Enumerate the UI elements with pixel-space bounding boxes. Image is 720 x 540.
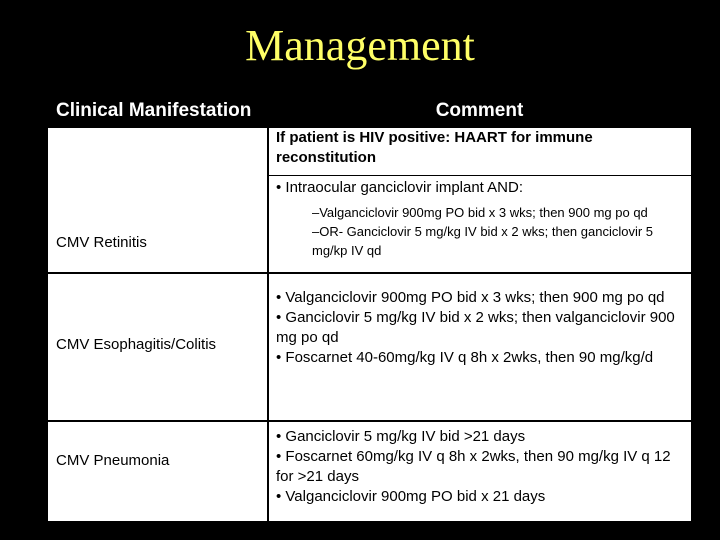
- comment-bullet: • Ganciclovir 5 mg/kg IV bid >21 days: [276, 428, 526, 445]
- manifestation-label: CMV Esophagitis/Colitis: [56, 336, 217, 353]
- slide-title: Management: [245, 21, 475, 70]
- row-retinitis-comment-cell: [269, 128, 691, 272]
- header-clinical-manifestation: Clinical Manifestation: [48, 96, 268, 128]
- row-pneumonia-comment-cell: [269, 421, 691, 521]
- comment-bullet: • Foscarnet 40-60mg/kg IV q 8h x 2wks, then 90 mg/kg/d: [276, 349, 654, 366]
- row-retinitis-manifestation-cell: [48, 128, 268, 272]
- hiv-haart-note: If patient is HIV positive: HAART for immune reconstitution: [276, 129, 593, 166]
- row-pneumonia-manifestation-cell: [48, 421, 268, 521]
- comment-bullet: • Ganciclovir 5 mg/kg IV bid x 2 wks; then valganciclovir 900 mg po qd: [276, 309, 675, 346]
- comment-bullet: • Valganciclovir 900mg PO bid x 3 wks; then 900 mg po qd: [276, 289, 665, 306]
- header-comment: Comment: [268, 96, 691, 128]
- comment-subitem: –Valganciclovir 900mg PO bid x 3 wks; then 900 mg po qd: [312, 205, 648, 220]
- manifestation-label: CMV Pneumonia: [56, 452, 170, 469]
- cell-divider: [269, 175, 691, 176]
- management-table: [48, 96, 691, 521]
- comment-subitem: –OR- Ganciclovir 5 mg/kg IV bid x 2 wks; then ganciclovir 5 mg/kp IV qd: [312, 224, 654, 258]
- row-esophagitis-comment-cell: [269, 273, 691, 420]
- comment-bullet: • Intraocular ganciclovir implant AND:: [276, 179, 524, 196]
- row-esophagitis-manifestation-cell: [48, 273, 268, 420]
- comment-bullet: • Valganciclovir 900mg PO bid x 21 days: [276, 488, 546, 505]
- manifestation-label: CMV Retinitis: [56, 234, 147, 251]
- comment-bullet: • Foscarnet 60mg/kg IV q 8h x 2wks, then 90 mg/kg IV q 12 for >21 days: [276, 448, 671, 485]
